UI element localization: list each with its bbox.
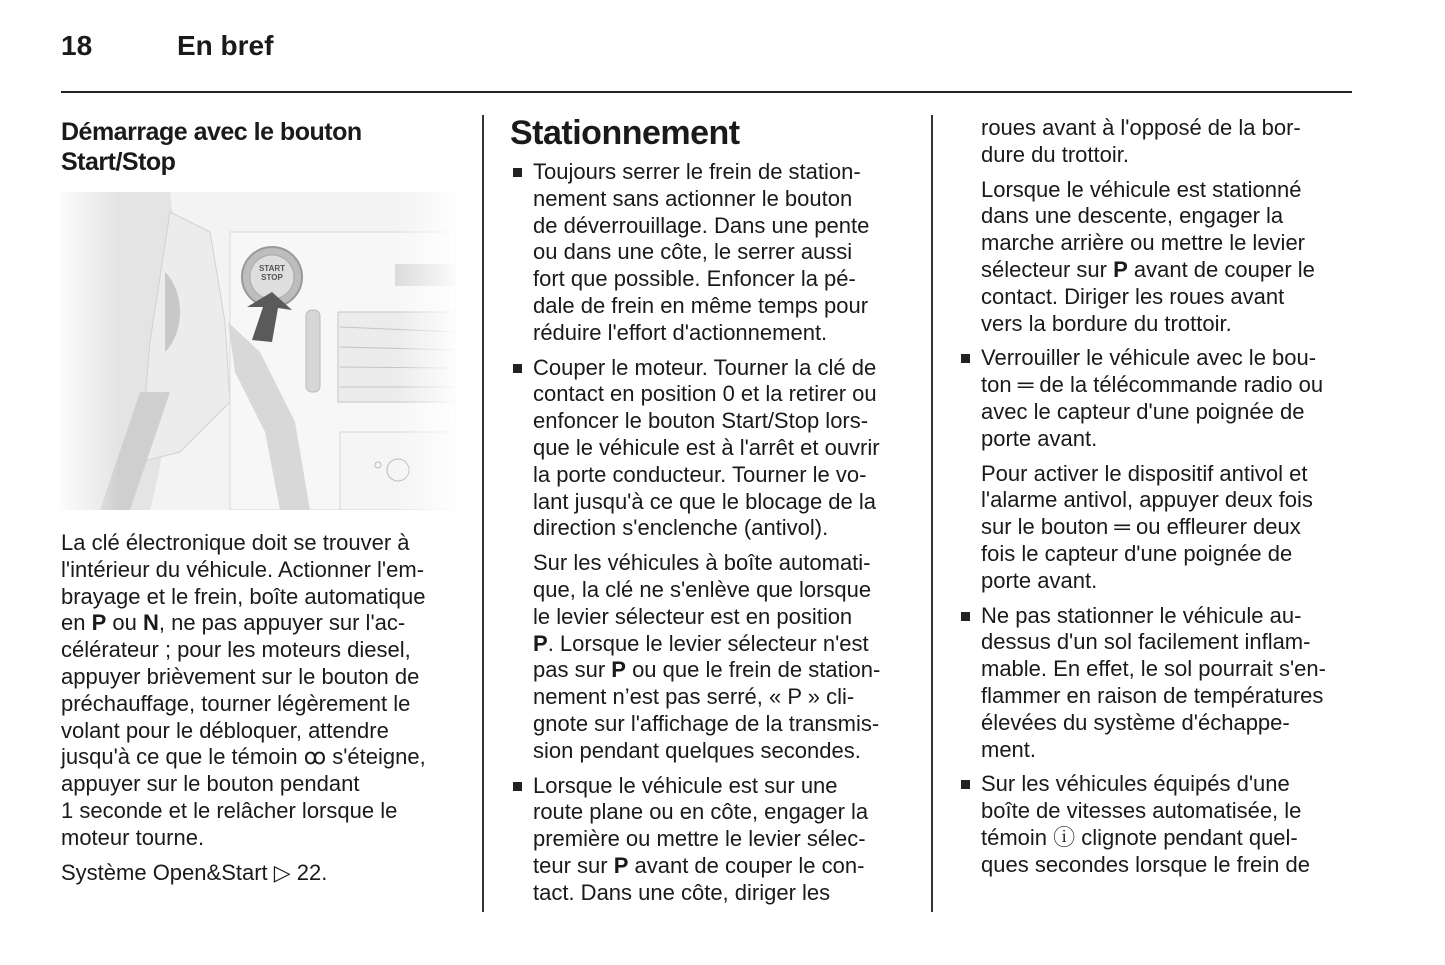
text-line: réduire l'effort d'actionnement. <box>533 319 828 345</box>
text-line: moteur tourne. <box>61 824 205 850</box>
text-line: préchauffage, tourner légèrement le <box>61 690 411 716</box>
text-line: avec le capteur d'une poignée de <box>981 398 1305 424</box>
text-line: que le véhicule est à l'arrêt et ouvrir <box>533 434 880 460</box>
bold-symbol: N <box>142 610 159 636</box>
text-line: 1 seconde et le relâcher lorsque le <box>61 797 398 823</box>
text-line: dessus d'un sol facilement inflam- <box>981 629 1311 655</box>
text-line: direction s'enclenche (antivol). <box>533 515 829 541</box>
text-line: appuyer sur le bouton pendant <box>61 771 360 797</box>
text-line: fort que possible. Enfoncer la pé- <box>533 266 856 292</box>
bullet-icon <box>513 168 522 177</box>
text-line: la porte conducteur. Tourner le vo- <box>533 461 867 487</box>
text-line: dale de frein en même temps pour <box>533 292 869 318</box>
text-line: roues avant à l'opposé de la bor- <box>981 115 1301 140</box>
text-line: Sur les véhicules à boîte automati- <box>533 550 871 576</box>
bullet-icon <box>961 780 970 789</box>
text-line: pas sur P ou que le frein de station- <box>533 657 881 683</box>
page-number: 18 <box>61 30 93 61</box>
text-line: ou dans une côte, le serrer aussi <box>533 239 853 265</box>
text-line: jusqu'à ce que le témoin ꝏ s'éteigne, <box>61 744 426 770</box>
text-line: volant pour le débloquer, attendre <box>61 717 389 743</box>
text-line: Système Open&Start ▷ 22. <box>61 859 328 885</box>
bullet-item <box>512 773 922 907</box>
right-column-text <box>960 115 1360 887</box>
text-line: sur le bouton ═ ou effleurer deux <box>981 514 1301 540</box>
text-line: appuyer brièvement sur le bouton de <box>61 663 420 689</box>
bullet-item <box>960 603 1360 764</box>
bullet-item <box>960 345 1360 452</box>
text-line: sélecteur sur P avant de couper le <box>981 256 1315 282</box>
bullet-icon <box>513 364 522 373</box>
bullet-icon <box>961 354 970 363</box>
text-line: ton ═ de la télécommande radio ou <box>981 372 1324 398</box>
text-line: ques secondes lorsque le frein de <box>981 851 1310 877</box>
header-divider <box>61 91 1352 93</box>
text-line: élevées du système d'échappe- <box>981 709 1290 735</box>
text-line: boîte de vitesses automatisée, le <box>981 798 1302 824</box>
start-stop-button-illustration <box>60 192 456 510</box>
middle-column-text <box>512 159 922 915</box>
paragraph <box>61 530 471 852</box>
text-line: Couper le moteur. Tourner la clé de <box>533 354 877 380</box>
bold-symbol: P <box>91 610 107 636</box>
text-line: contact en position 0 et la retirer ou <box>533 381 877 407</box>
start-stop-button-label: START STOP <box>258 264 286 282</box>
text-line: tact. Dans une côte, diriger les <box>533 879 831 905</box>
text-line: La clé électronique doit se trouver à <box>61 530 410 555</box>
text-line: sion pendant quelques secondes. <box>533 737 861 763</box>
text-line: nement n’est pas serré, « P » cli- <box>533 684 855 710</box>
text-line: Lorsque le véhicule est sur une <box>533 772 838 798</box>
text-line: Ne pas stationner le véhicule au- <box>981 602 1302 628</box>
text-line: l'intérieur du véhicule. Actionner l'em- <box>61 556 425 582</box>
text-line: teur sur P avant de couper le con- <box>533 852 865 878</box>
paragraph <box>512 550 922 764</box>
text-line: contact. Diriger les roues avant <box>981 283 1285 309</box>
text-line: de déverrouillage. Dans une pente <box>533 212 870 238</box>
text-line: le levier sélecteur est en position <box>533 603 853 629</box>
text-line: dans une descente, engager la <box>981 203 1284 229</box>
paragraph <box>960 177 1360 338</box>
text-line: route plane ou en côte, engager la <box>533 799 869 825</box>
text-line: Pour activer le dispositif antivol et <box>981 460 1308 486</box>
text-line: l'alarme antivol, appuyer deux fois <box>981 487 1313 513</box>
text-line: Lorsque le véhicule est stationné <box>981 176 1302 202</box>
bold-symbol: P <box>613 852 629 878</box>
text-line: porte avant. <box>981 425 1098 451</box>
heading-line: Start/Stop <box>61 148 176 176</box>
paragraph <box>960 115 1360 169</box>
paragraph <box>960 461 1360 595</box>
bullet-item <box>512 159 922 347</box>
heading-line: Démarrage avec le bouton <box>61 118 362 146</box>
paragraph <box>61 860 471 887</box>
text-line: Sur les véhicules équipés d'une <box>981 771 1290 797</box>
bullet-icon <box>961 612 970 621</box>
text-line: brayage et le frein, boîte automatique <box>61 583 426 609</box>
text-line: porte avant. <box>981 567 1098 593</box>
text-line: P. Lorsque le levier sélecteur n'est <box>533 630 869 656</box>
bold-symbol: P <box>533 630 548 656</box>
column-divider <box>482 115 484 912</box>
text-line: fois le capteur d'une poignée de <box>981 540 1293 566</box>
text-line: ment. <box>981 736 1037 762</box>
text-line: dure du trottoir. <box>981 141 1129 167</box>
text-line: flammer en raison de températures <box>981 682 1324 708</box>
text-line: première ou mettre le levier sélec- <box>533 826 866 852</box>
bold-symbol: P <box>1113 256 1128 282</box>
parking-heading: Stationnement <box>510 114 740 152</box>
text-line: enfoncer le bouton Start/Stop lors- <box>533 408 869 434</box>
text-line: Verrouiller le véhicule avec le bou- <box>981 345 1317 371</box>
text-line: en P ou N, ne pas appuyer sur l'ac- <box>61 610 406 636</box>
column-divider <box>931 115 933 912</box>
bullet-item <box>960 771 1360 878</box>
section-title: En bref <box>177 30 274 61</box>
start-stop-heading <box>61 117 362 177</box>
text-line: célérateur ; pour les moteurs diesel, <box>61 637 411 663</box>
bullet-item <box>512 355 922 543</box>
text-line: gnote sur l'affichage de la transmis- <box>533 710 880 736</box>
text-line: lant jusqu'à ce que le blocage de la <box>533 488 877 514</box>
left-column-text <box>61 530 471 894</box>
text-line: mable. En effet, le sol pourrait s'en- <box>981 656 1326 682</box>
text-line: témoin ⓘ clignote pendant quel- <box>981 824 1298 850</box>
text-line: vers la bordure du trottoir. <box>981 310 1232 336</box>
text-line: nement sans actionner le bouton <box>533 185 853 211</box>
bullet-icon <box>513 782 522 791</box>
text-line: Toujours serrer le frein de station- <box>533 159 861 184</box>
bold-symbol: P <box>611 657 626 683</box>
text-line: que, la clé ne s'enlève que lorsque <box>533 576 872 602</box>
text-line: marche arrière ou mettre le levier <box>981 230 1306 256</box>
